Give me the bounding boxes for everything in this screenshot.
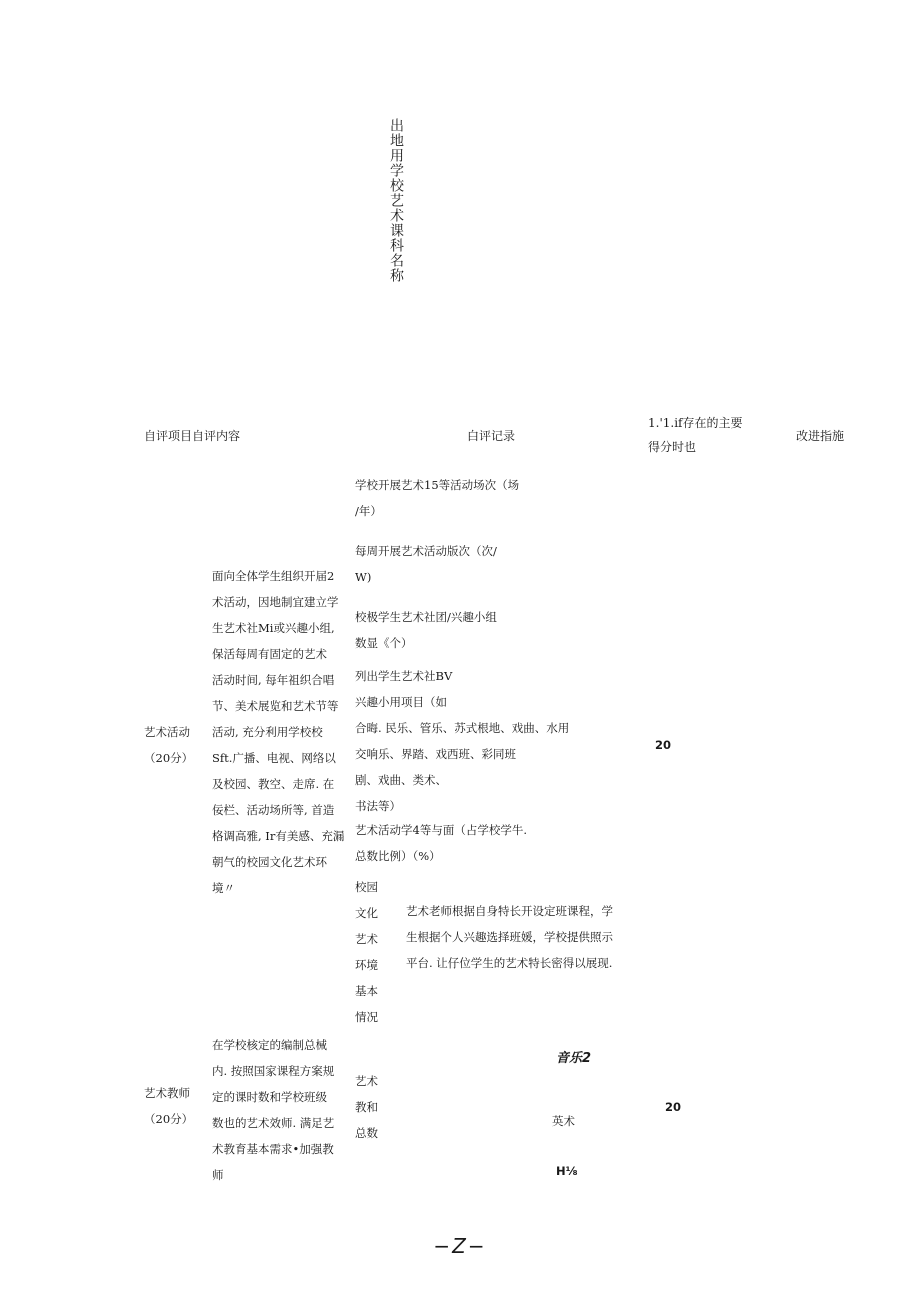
activity-score: 20 xyxy=(655,738,672,752)
activity-content-line: 节、美术展览和艺术节等 xyxy=(212,699,339,713)
record-line: 合晦. 民乐、管乐、苏式根地、戏曲、水用 xyxy=(355,721,570,735)
record-line: 艺术活动学4等与面（占学校学牛. xyxy=(355,823,527,837)
record-line: 兴趣小用项目（如 xyxy=(355,695,447,709)
teacher-content-line: 内. 按照国家课程方案规 xyxy=(212,1064,335,1078)
activity-content-line: 保活每周有固定的艺术 xyxy=(212,647,327,661)
activity-content-line: 朝气的校园文化艺术环 xyxy=(212,855,327,869)
activity-content xyxy=(212,563,344,901)
record-line: 基本 xyxy=(355,984,378,998)
record-line: 校园 xyxy=(355,880,378,894)
record-line: 平台. 让仔位学生的艺术特长密得以展现. xyxy=(406,956,613,970)
page-number: −Z− xyxy=(433,1234,487,1258)
record-line: 列出学生艺术社BV xyxy=(355,669,453,683)
teacher-item-score: （20分） xyxy=(144,1112,194,1126)
activity-content-line: 活动, 充分利用学校校 xyxy=(212,725,323,739)
activity-content-line: 及校园、教空、走席. 在 xyxy=(212,777,335,791)
record-environment-text xyxy=(406,898,613,976)
activity-content-line: 境〃 xyxy=(212,881,235,895)
header-record: 白评记录 xyxy=(467,429,516,443)
record-participation-rate xyxy=(355,817,527,869)
record-line: 艺术老师根据自身特长开设定班课程，学 xyxy=(406,904,613,918)
record-line: W) xyxy=(355,570,372,584)
activity-item-name: 艺术活动 xyxy=(144,725,190,739)
vertical-title: 出地用学校艺术课科名称 xyxy=(388,118,404,283)
teacher-content-line: 术教育基本需求•加强教 xyxy=(212,1142,334,1156)
teacher-content-line: 师 xyxy=(212,1168,224,1182)
record-line: 情况 xyxy=(355,1010,378,1024)
activity-content-line: 活动时间, 每年祖织合唱 xyxy=(212,673,335,687)
header-problem-line2: 得分时也 xyxy=(648,440,697,454)
record-event-count xyxy=(355,472,519,524)
record-line: 环境 xyxy=(355,958,378,972)
record-club-count xyxy=(355,604,497,656)
header-improve: 改进指施 xyxy=(796,429,845,443)
teacher-item-name: 艺术教师 xyxy=(144,1086,190,1100)
activity-content-line: 佞栏、活动场所等, 首造 xyxy=(212,803,335,817)
teacher-content-line: 数也的艺术效师. 满足艺 xyxy=(212,1116,335,1130)
teacher-count-label xyxy=(355,1068,378,1146)
record-club-list xyxy=(355,663,569,819)
teacher-music-count: 音乐2 xyxy=(556,1051,592,1066)
teacher-label-line: 艺术 xyxy=(355,1074,378,1088)
record-line: 学校开展艺术15等活动场次（场 xyxy=(355,478,520,492)
header-problem xyxy=(648,411,742,459)
record-line: 书法等） xyxy=(355,799,401,813)
teacher-label-line: 总数 xyxy=(355,1126,378,1140)
teacher-art-label: 英术 xyxy=(552,1114,575,1128)
activity-item-score: （20分） xyxy=(144,751,194,765)
header-problem-line1: 1.'1.if存在的主要 xyxy=(648,416,743,430)
record-line: 交响乐、界踏、戏西班、彩同班 xyxy=(355,747,516,761)
record-line: 文化 xyxy=(355,906,378,920)
teacher-score: 20 xyxy=(665,1100,682,1114)
record-line: 每周开展艺术活动版次（次/ xyxy=(355,544,497,558)
record-weekly-count xyxy=(355,538,497,590)
header-item-content: 自评项目自评内容 xyxy=(144,429,241,443)
record-line: 生根据个人兴趣选择班媛，学校提供照示 xyxy=(406,930,613,944)
teacher-label-line: 教和 xyxy=(355,1100,378,1114)
activity-content-line: 格调高雅, Ir有美感、充漏 xyxy=(212,829,345,843)
activity-content-line: Sft.广播、电视、网络以 xyxy=(212,751,336,765)
teacher-other-count: H⅛ xyxy=(556,1164,578,1178)
activity-content-line: 面向全体学生组织开届2 xyxy=(212,569,335,583)
record-line: 数显《个） xyxy=(355,636,413,650)
record-line: 剧、戏曲、类术、 xyxy=(355,773,447,787)
teacher-content xyxy=(212,1032,334,1188)
record-line: 校极学生艺术社团/兴趣小组 xyxy=(355,610,497,624)
record-line: /年） xyxy=(355,504,382,518)
record-environment-label xyxy=(355,874,378,1030)
record-line: 总数比例）（%） xyxy=(355,849,441,863)
activity-content-line: 术活动，因地制宜建立学 xyxy=(212,595,339,609)
teacher-content-line: 在学校核定的编制总械 xyxy=(212,1038,327,1052)
teacher-content-line: 定的课时数和学校班级 xyxy=(212,1090,327,1104)
record-line: 艺术 xyxy=(355,932,378,946)
activity-content-line: 生艺术社Mi或兴趣小组, xyxy=(212,621,335,635)
